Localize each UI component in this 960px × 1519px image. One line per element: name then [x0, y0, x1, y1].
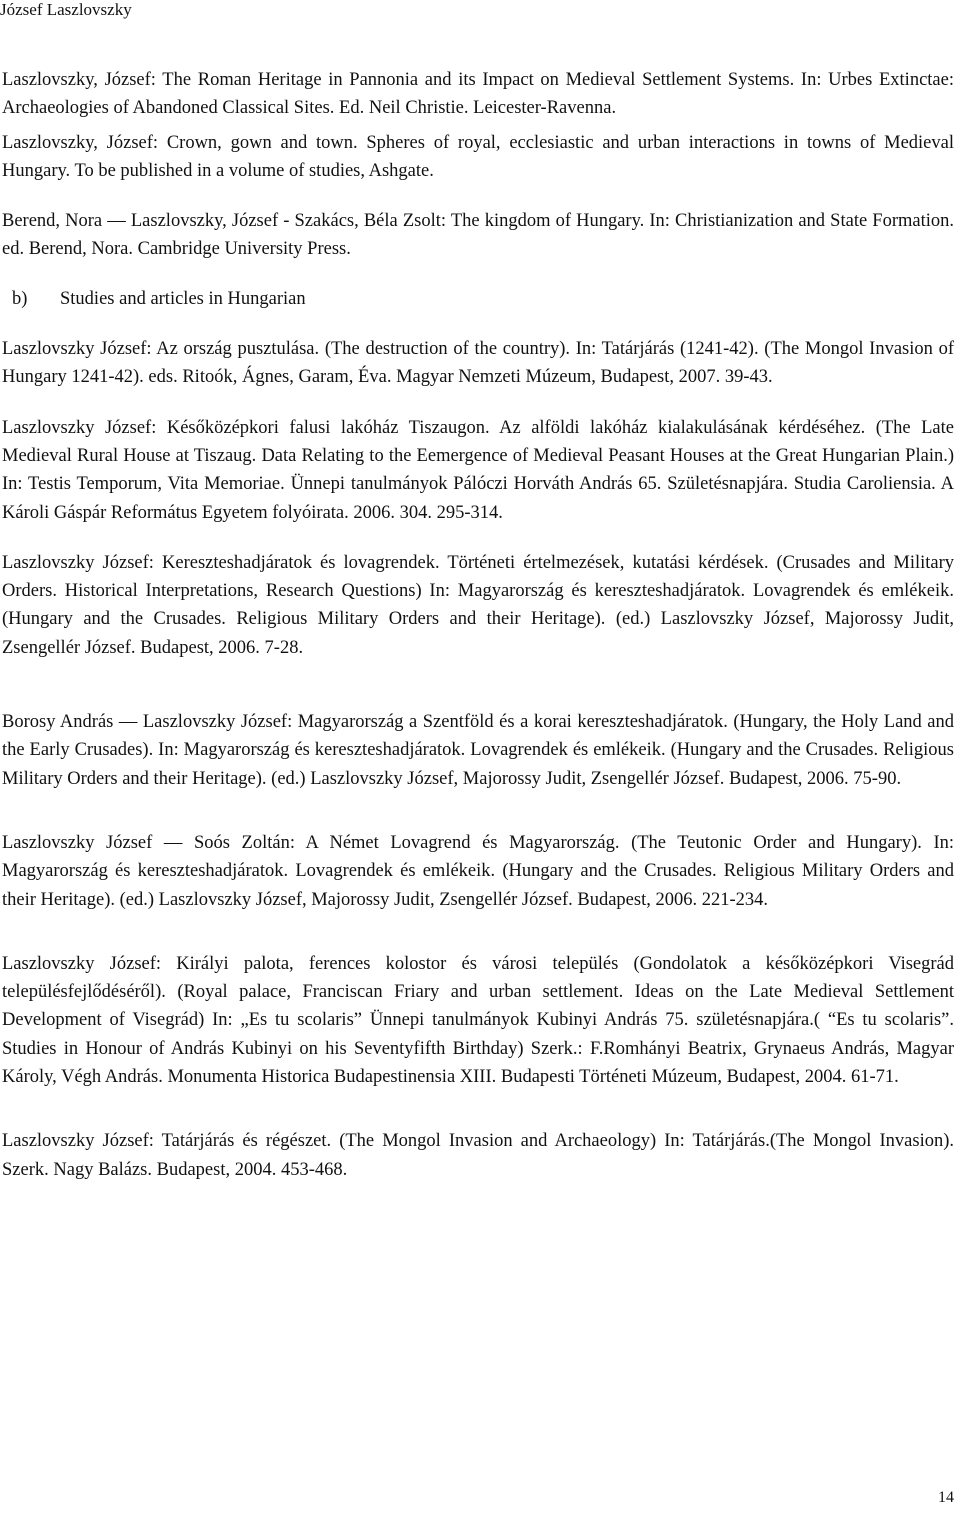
- bibliography-entry-kiralyi-palota: Laszlovszky József: Királyi palota, ferences kolostor és városi település (Gondolatok a későközépkori Visegrád településfejlődéséről). (Royal palace, Franciscan Friary and urban settlement. Ideas on the Late Medieval Settlement Development of Visegrád) In: „Es tu scolaris” Ünnepi tanulmányok Kubinyi András 75. születésnapjára.( “Es tu scolaris”. Studies in Honour of András Kubinyi on his Seventyfifth Birthday) Szerk.: F.Romhányi Beatrix, Grynaeus András, Magyar Károly, Végh András. Monumenta Historica Budapestinensia XIII. Budapesti Történeti Múzeum, Budapest, 2004. 61-71.: [2, 953, 954, 1088]
- bibliography-entry-kereszteshadjaratok: Laszlovszky József: Kereszteshadjáratok és lovagrendek. Történeti értelmezések, kutatási kérdések. (Crusades and Military Orders. Historical Interpretations, Research Questions) In: Magyarország és kereszteshadjáratok. Lovagrendek és emlékeik. (Hungary and the Crusades. Religious Military Orders and their Heritage). (ed.) Laszlovszky József, Majorossy Judit, Zsengellér József. Budapest, 2006. 7-28.: [2, 552, 954, 658]
- bibliography-entry-tatarjaras-regeszet: Laszlovszky József: Tatárjárás és régészet. (The Mongol Invasion and Archaeology) In: Tatárjárás.(The Mongol Invasion). Szerk. Nagy Balázs. Budapest, 2004. 453-468.: [2, 1131, 954, 1180]
- bibliography-entry-falusi-lakohaz: Laszlovszky József: Későközépkori falusi lakóház Tiszaugon. Az alföldi lakóház kialakulásának kérdéséhez. (The Late Medieval Rural House at Tiszaug. Data Relating to the Eemergence of Medieval Peasant Houses at the Great Hungarian Plain.) In: Testis Temporum, Vita Memoriae. Ünnepi tanulmányok Pálóczi Horváth András 65. Születésnapjára. Studia Caroliensia. A Károli Gáspár Református Egyetem folyóirata. 2006. 304. 295-314.: [2, 417, 954, 523]
- page-number: 14: [938, 1489, 954, 1506]
- section-heading-hungarian-studies: [2, 285, 954, 313]
- bibliography-entry-kingdom-of-hungary: Berend, Nora ― Laszlovszky, József - Szakács, Béla Zsolt: The kingdom of Hungary. In: Christianization and State Formation. ed. Berend, Nora. Cambridge University Press.: [2, 211, 954, 260]
- bibliography-entry-crown-gown-town: Laszlovszky, József: Crown, gown and town. Spheres of royal, ecclesiastic and urban interactions in towns of Medieval Hungary. To be published in a volume of studies, Ashgate.: [2, 132, 954, 181]
- running-header: József Laszlovszky: [0, 0, 132, 19]
- bibliography-entry-roman-heritage: Laszlovszky, József: The Roman Heritage in Pannonia and its Impact on Medieval Settlement Systems. In: Urbes Extinctae: Archaeologies of Abandoned Classical Sites. Ed. Neil Christie. Leicester-Ravenna.: [2, 70, 954, 119]
- bibliography-entry-szentfold: Borosy András ― Laszlovszky József: Magyarország a Szentföld és a korai kereszteshadjáratok. (Hungary, the Holy Land and the Early Crusades). In: Magyarország és kereszteshadjáratok. Lovagrendek és emlékeik. (Hungary and the Crusades. Religious Military Orders and their Heritage). (ed.) Laszlovszky József, Majorossy Judit, Zsengellér József. Budapest, 2006. 75-90.: [2, 712, 954, 789]
- bibliography-entry-nemet-lovagrend: Laszlovszky József ― Soós Zoltán: A Német Lovagrend és Magyarország. (The Teutonic Order and Hungary). In: Magyarország és kereszteshadjáratok. Lovagrendek és emlékeik. (Hungary and the Crusades. Religious Military Orders and their Heritage). (ed.) Laszlovszky József, Majorossy Judit, Zsengellér József. Budapest, 2006. 221-234.: [2, 832, 954, 910]
- section-title: Studies and articles in Hungarian: [60, 288, 306, 309]
- bibliography-entry-orszag-pusztulasa: Laszlovszky József: Az ország pusztulása. (The destruction of the country). In: Tatárjárás (1241-42). (The Mongol Invasion of Hungary 1241-42). eds. Ritoók, Ágnes, Garam, Éva. Magyar Nemzeti Múzeum, Budapest, 2007. 39-43.: [2, 339, 954, 388]
- section-marker: b): [12, 288, 28, 309]
- bibliography-content: [2, 66, 954, 1184]
